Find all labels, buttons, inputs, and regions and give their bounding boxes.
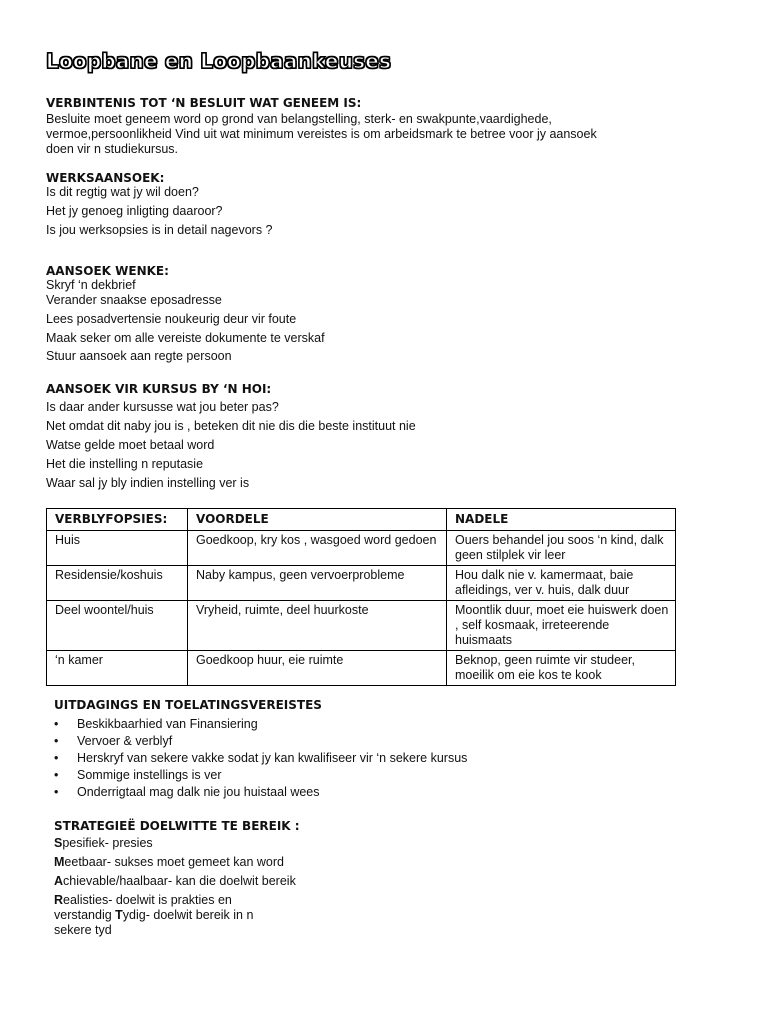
paragraph-line: Besluite moet geneem word op grond van belangstelling, sterk- en swakpunte,vaardighede, (46, 112, 552, 126)
list-item-text: Sommige instellings is ver (77, 768, 222, 782)
acronym-letter: T (115, 908, 123, 922)
paragraph-line: doen vir n studiekursus. (46, 142, 179, 156)
table-cell: Deel woontel/huis (47, 601, 188, 651)
accommodation-table (46, 508, 676, 686)
table-cell: Beknop, geen ruimte vir studeer, moeilik om eie kos te kook (447, 651, 676, 686)
table-row (47, 601, 676, 651)
paragraph-verbintenis (46, 112, 597, 157)
acronym-text: chievable/haalbaar- kan die doelwit bereik (63, 874, 296, 888)
heading-strategie: STRATEGIEË DOELWITTE TE BEREIK : (54, 819, 300, 833)
smart-rt-block (54, 893, 253, 938)
column-header-nadele: NADELE (447, 509, 676, 531)
heading-aansoek-kursus: AANSOEK VIR KURSUS BY ‘N HOI: (46, 382, 272, 396)
table-cell: Naby kampus, geen vervoerprobleme (188, 566, 447, 601)
table-cell: Vryheid, ruimte, deel huurkoste (188, 601, 447, 651)
bullet-icon: • (54, 785, 59, 799)
table-cell: Huis (47, 531, 188, 566)
kursus-line: Waar sal jy bly indien instelling ver is (46, 476, 250, 490)
page-title: Loopbane en Loopbaankeuses (46, 49, 392, 73)
acronym-text: ydig- doelwit bereik in n (122, 908, 254, 922)
wenke-line: Maak seker om alle vereiste dokumente te verskaf (46, 331, 325, 345)
bullet-icon: • (54, 768, 59, 782)
acronym-letter: S (54, 836, 63, 850)
column-header-verblyfopsies: VERBLYFOPSIES: (47, 509, 188, 531)
acronym-letter: A (54, 874, 64, 888)
acronym-text: verstandig (54, 908, 116, 922)
table-header-row (47, 509, 676, 531)
wenke-line: Verander snaakse eposadresse (46, 293, 222, 307)
list-item (54, 784, 467, 801)
acronym-text: sekere tyd (54, 923, 112, 937)
list-item (54, 750, 467, 767)
uitdagings-list (54, 716, 467, 801)
werksaansoek-line: Is dit regtig wat jy wil doen? (46, 185, 199, 199)
heading-werksaansoek: WERKSAANSOEK: (46, 171, 165, 185)
kursus-line: Net omdat dit naby jou is , beteken dit nie dis die beste instituut nie (46, 419, 416, 433)
smart-s-line (54, 836, 153, 851)
heading-uitdagings: UITDAGINGS EN TOELATINGSVEREISTES (54, 698, 322, 712)
smart-a-line (54, 874, 296, 889)
bullet-icon: • (54, 751, 59, 765)
kursus-line: Is daar ander kursusse wat jou beter pas? (46, 400, 279, 414)
table-cell: Ouers behandel jou soos ‘n kind, dalk geen stilplek vir leer (447, 531, 676, 566)
bullet-icon: • (54, 717, 59, 731)
list-item (54, 716, 467, 733)
table-cell: Hou dalk nie v. kamermaat, baie afleidings, ver v. huis, dalk duur (447, 566, 676, 601)
list-item (54, 733, 467, 750)
list-item (54, 767, 467, 784)
list-item-text: Herskryf van sekere vakke sodat jy kan kwalifiseer vir ‘n sekere kursus (77, 751, 468, 765)
wenke-line: Skryf ‘n dekbrief (46, 278, 136, 292)
acronym-text: eetbaar- sukses moet gemeet kan word (64, 855, 284, 869)
table-cell: Residensie/koshuis (47, 566, 188, 601)
table-cell: ‘n kamer (47, 651, 188, 686)
kursus-line: Watse gelde moet betaal word (46, 438, 215, 452)
list-item-text: Onderrigtaal mag dalk nie jou huistaal wees (77, 785, 320, 799)
heading-verbintenis: VERBINTENIS TOT ‘N BESLUIT WAT GENEEM IS: (46, 96, 362, 110)
acronym-text: pesifiek- presies (62, 836, 153, 850)
list-item-text: Vervoer & verblyf (77, 734, 173, 748)
acronym-letter: R (54, 893, 64, 907)
acronym-letter: M (54, 855, 65, 869)
heading-aansoek-wenke: AANSOEK WENKE: (46, 264, 169, 278)
kursus-line: Het die instelling n reputasie (46, 457, 204, 471)
werksaansoek-line: Is jou werksopsies is in detail nagevors ? (46, 223, 273, 237)
list-item-text: Beskikbaarhied van Finansiering (77, 717, 258, 731)
wenke-line: Stuur aansoek aan regte persoon (46, 349, 232, 363)
wenke-line: Lees posadvertensie noukeurig deur vir foute (46, 312, 297, 326)
werksaansoek-line: Het jy genoeg inligting daaroor? (46, 204, 223, 218)
table-cell: Moontlik duur, moet eie huiswerk doen , self kosmaak, irreteerende huismaats (447, 601, 676, 651)
paragraph-line: vermoe,persoonlikheid Vind uit wat minimum vereistes is om arbeidsmark te betree voor jy aansoek (46, 127, 597, 141)
table-cell: Goedkoop, kry kos , wasgoed word gedoen (188, 531, 447, 566)
column-header-voordele: VOORDELE (188, 509, 447, 531)
bullet-icon: • (54, 734, 59, 748)
smart-m-line (54, 855, 284, 870)
table-row (47, 566, 676, 601)
acronym-text: ealisties- doelwit is prakties en (63, 893, 232, 907)
table-row (47, 531, 676, 566)
table-row (47, 651, 676, 686)
table-cell: Goedkoop huur, eie ruimte (188, 651, 447, 686)
